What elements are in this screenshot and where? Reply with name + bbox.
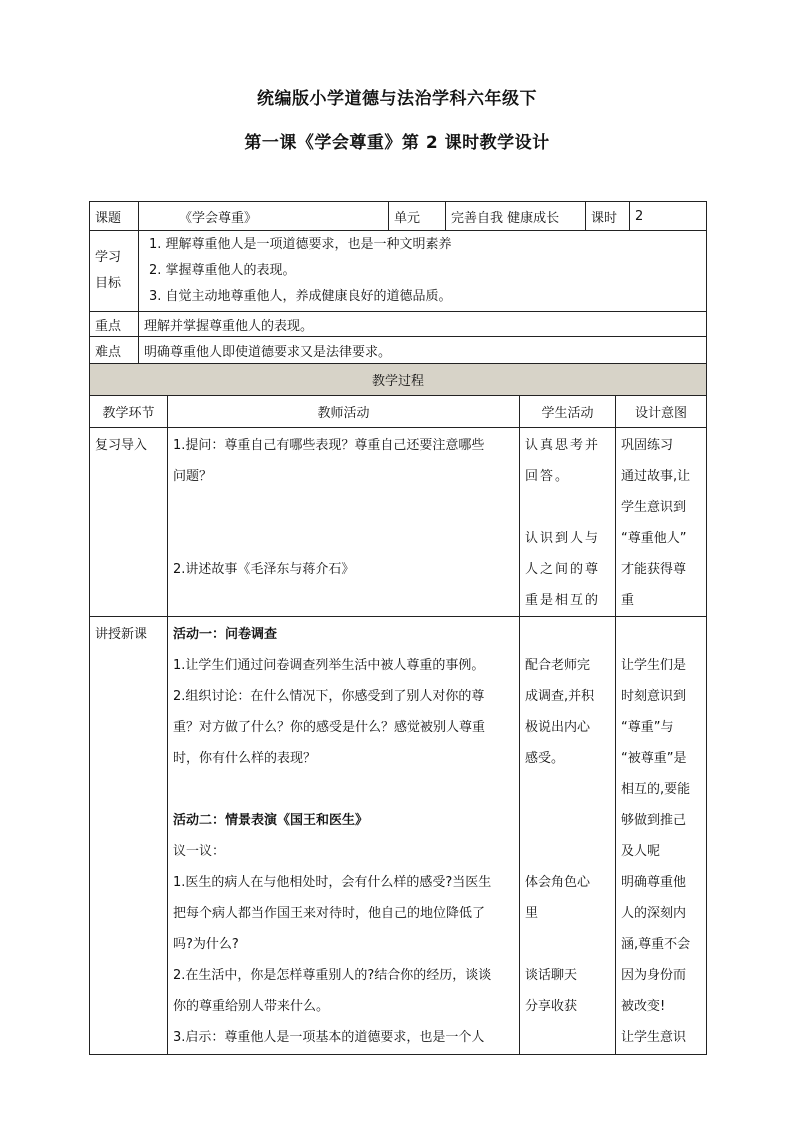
review-student-activity: 认真思考并 回答。 认识到人与 人之间的尊 重是相互的 bbox=[520, 428, 616, 617]
review-stage: 复习导入 bbox=[90, 428, 168, 617]
column-header-teacher: 教师活动 bbox=[168, 396, 520, 428]
new-lesson-stage: 讲授新课 bbox=[90, 617, 168, 1055]
new-lesson-row bbox=[90, 617, 707, 1055]
column-header-intent: 设计意图 bbox=[616, 396, 707, 428]
column-header-student: 学生活动 bbox=[520, 396, 616, 428]
goal-item-2: 2. 掌握尊重他人的表现。 bbox=[149, 263, 296, 278]
goal-item-1: 1. 理解尊重他人是一项道德要求，也是一种文明素养 bbox=[149, 237, 452, 252]
hours-label: 课时 bbox=[586, 202, 630, 231]
review-row bbox=[90, 428, 707, 617]
document-subtitle: 第一课《学会尊重》第 2 课时教学设计 bbox=[244, 133, 550, 153]
topic-label: 课题 bbox=[90, 202, 139, 231]
goals-label-line-2: 目标 bbox=[95, 276, 122, 291]
hours-value: 2 bbox=[630, 202, 707, 231]
process-header-row bbox=[90, 364, 707, 396]
key-point-value: 理解并掌握尊重他人的表现。 bbox=[139, 312, 707, 337]
goals-label bbox=[90, 231, 139, 312]
process-header: 教学过程 bbox=[90, 364, 707, 396]
key-point-label: 重点 bbox=[90, 312, 139, 337]
review-design-intent: 巩固练习 通过故事,让 学生意识到 “尊重他人” 才能获得尊 重 bbox=[616, 428, 707, 617]
lesson-info-table bbox=[89, 201, 707, 364]
goals-list bbox=[139, 231, 707, 312]
goals-row bbox=[90, 231, 707, 312]
new-lesson-student-activity: 配合老师完 成调查,并积 极说出内心 感受。 体会角色心 里 谈话聊天 分享收获 bbox=[520, 617, 616, 1055]
column-header-stage: 教学环节 bbox=[90, 396, 168, 428]
key-point-row bbox=[90, 312, 707, 337]
new-lesson-design-intent: 让学生们是 时刻意识到 “尊重”与 “被尊重”是 相互的,要能 够做到推己 及人呢 明确尊重他 人的深刻内 涵,尊重不会 因为身份而 被改变! 让学生意识 bbox=[616, 617, 707, 1055]
document-title: 统编版小学道德与法治学科六年级下 bbox=[257, 89, 537, 109]
difficulty-row bbox=[90, 337, 707, 364]
difficulty-value: 明确尊重他人即使道德要求又是法律要求。 bbox=[139, 337, 707, 364]
goals-label-line-1: 学习 bbox=[95, 250, 122, 265]
activity-one-title: 活动一：问卷调查 bbox=[173, 627, 278, 642]
review-teacher-activity: 1.提问：尊重自己有哪些表现？尊重自己还要注意哪些 问题？ 2.讲述故事《毛泽东与蒋介石》 bbox=[168, 428, 520, 617]
topic-row bbox=[90, 202, 707, 231]
activity-two-title: 活动二：情景表演《国王和医生》 bbox=[173, 813, 369, 828]
column-header-row bbox=[90, 396, 707, 428]
goal-item-3: 3. 自觉主动地尊重他人，养成健康良好的道德品质。 bbox=[149, 289, 452, 304]
topic-value: 《学会尊重》 bbox=[139, 202, 389, 231]
difficulty-label: 难点 bbox=[90, 337, 139, 364]
teaching-process-table bbox=[89, 363, 707, 1055]
unit-label: 单元 bbox=[389, 202, 446, 231]
new-lesson-teacher-activity: 活动一：问卷调查 1.让学生们通过问卷调查列举生活中被人尊重的事例。 2.组织讨论：在什么情况下，你感受到了别人对你的尊 重？对方做了什么？你的感受是什么？感觉被别人尊重 时，你有什么样的表现？ 活动二：情景表演《国王和医生》 议一议： 1.医生的病人在与他相处时，会有什么样的感受?当医生 把每个病人都当作国王来对待时，他自己的地位降低了 吗?为什么? 2.在生活中，你是怎样尊重别人的?结合你的经历，谈谈 你的尊重给别人带来什么。 3.启示：尊重他人是一项基本的道德要求，也是一个人 bbox=[168, 617, 520, 1055]
unit-value: 完善自我 健康成长 bbox=[446, 202, 586, 231]
